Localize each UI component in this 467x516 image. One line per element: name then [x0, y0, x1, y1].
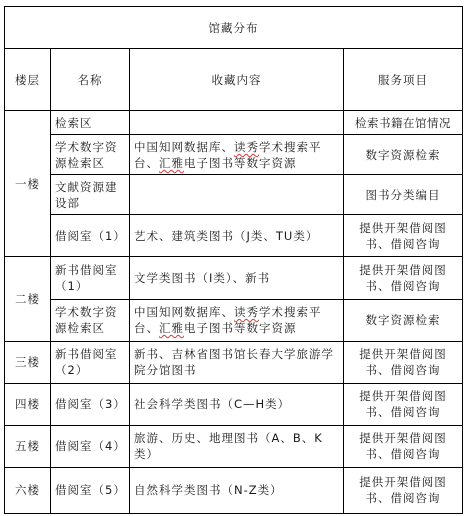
table-row: [5, 175, 463, 215]
service-item: 提供开架借阅图书、借阅咨询: [344, 425, 463, 467]
service-item: 提供开架借阅图书、借阅咨询: [344, 257, 463, 299]
table-row: [5, 111, 463, 135]
collection-content: 中国知网数据库、读秀学术搜索平台、汇雅电子图书等数字资源: [130, 299, 344, 341]
service-item: 提供开架借阅图书、借阅咨询: [344, 215, 463, 257]
header-collection: 收藏内容: [130, 49, 344, 111]
service-item: 检索书籍在馆情况: [344, 111, 463, 135]
collection-content: 中国知网数据库、读秀学术搜索平台、汇雅电子图书等数字资源: [130, 135, 344, 175]
floor-cell-6: 六楼: [5, 467, 51, 513]
spellcheck-underline: 读秀: [234, 305, 259, 320]
collection-content: [130, 111, 344, 135]
collection-content: 社会科学类图书（C—H类）: [130, 383, 344, 425]
collection-content: 自然科学类图书（N-Z类）: [130, 467, 344, 513]
collection-content: 新书、吉林省图书馆长春大学旅游学院分馆图书: [130, 341, 344, 383]
room-name: 借阅室（4）: [51, 425, 130, 467]
collection-distribution-table: [4, 6, 463, 514]
table-row: [5, 383, 463, 425]
table-row: [5, 257, 463, 299]
service-item: 提供开架借阅图书、借阅咨询: [344, 383, 463, 425]
floor-cell-5: 五楼: [5, 425, 51, 467]
service-item: 数字资源检索: [344, 135, 463, 175]
spellcheck-underline: 读秀: [234, 139, 259, 154]
spellcheck-underline: 汇雅: [159, 155, 184, 170]
collection-content: 文学类图书（I类）、新书: [130, 257, 344, 299]
service-item: 数字资源检索: [344, 299, 463, 341]
table-row: [5, 467, 463, 513]
room-name: 文献资源建设部: [51, 175, 130, 215]
table-row: [5, 135, 463, 175]
spellcheck-underline: 汇雅: [159, 321, 184, 336]
collection-content: [130, 175, 344, 215]
service-item: 提供开架借阅图书、借阅咨询: [344, 467, 463, 513]
header-name: 名称: [51, 49, 130, 111]
table-row: [5, 341, 463, 383]
table-title: 馆藏分布: [5, 7, 463, 49]
room-name: 借阅室（5）: [51, 467, 130, 513]
service-item: 图书分类编目: [344, 175, 463, 215]
table-row: [5, 215, 463, 257]
header-service: 服务项目: [344, 49, 463, 111]
room-name: 检索区: [51, 111, 130, 135]
floor-cell-4: 四楼: [5, 383, 51, 425]
room-name: 借阅室（1）: [51, 215, 130, 257]
collection-content: 旅游、历史、地理图书（A、B、K类）: [130, 425, 344, 467]
floor-cell-2: 二楼: [5, 257, 51, 341]
header-floor: 楼层: [5, 49, 51, 111]
collection-content: 艺术、建筑类图书（J类、TU类）: [130, 215, 344, 257]
room-name: 学术数字资源检索区: [51, 299, 130, 341]
room-name: 借阅室（3）: [51, 383, 130, 425]
service-item: 提供开架借阅图书、借阅咨询: [344, 341, 463, 383]
floor-cell-1: 一楼: [5, 111, 51, 257]
table-row: [5, 425, 463, 467]
room-name: 新书借阅室（1）: [51, 257, 130, 299]
room-name: 新书借阅室（2）: [51, 341, 130, 383]
room-name: 学术数字资源检索区: [51, 135, 130, 175]
floor-cell-3: 三楼: [5, 341, 51, 383]
table-row: [5, 299, 463, 341]
